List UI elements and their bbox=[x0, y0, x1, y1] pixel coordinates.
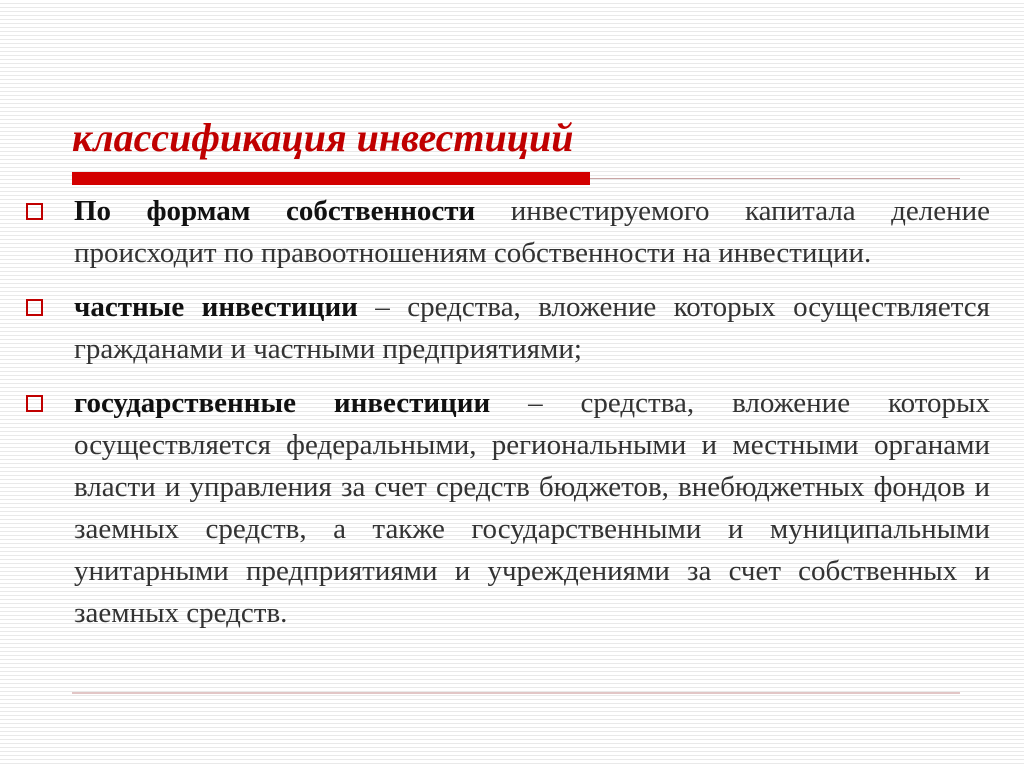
hollow-square-bullet-icon bbox=[26, 299, 43, 316]
bullet-text: инвестируемого капитала деление происходит по правоотношениям собственности на инвестиции. bbox=[74, 195, 990, 269]
bullet-text: – средства, вложение которых осуществляется гражданами и частными предприятиями; bbox=[74, 291, 990, 365]
hollow-square-bullet-icon bbox=[26, 395, 43, 412]
bullet-term: По формам собственности bbox=[74, 195, 476, 227]
bottom-divider bbox=[72, 692, 960, 694]
bullet-text: – средства, вложение которых осуществляется федеральными, региональными и местными органами власти и управления за счет средств бюджетов, внебюджетных фондов и заемных средств, а также государственными и муниципальными унитарными предприятиями и учреждениями за счет собственных и заемных средств. bbox=[74, 387, 990, 629]
title-underline-accent-bar bbox=[72, 172, 590, 185]
bullet-item-private-investments bbox=[24, 286, 990, 370]
hollow-square-bullet-icon bbox=[26, 203, 43, 220]
bullet-item-ownership-forms bbox=[24, 190, 990, 274]
bullet-term: частные инвестиции bbox=[74, 291, 358, 323]
bullet-term: государственные инвестиции bbox=[74, 387, 491, 419]
slide-title: классификация инвестиций bbox=[72, 115, 574, 160]
bullet-list bbox=[24, 190, 990, 646]
bullet-item-state-investments bbox=[24, 382, 990, 634]
